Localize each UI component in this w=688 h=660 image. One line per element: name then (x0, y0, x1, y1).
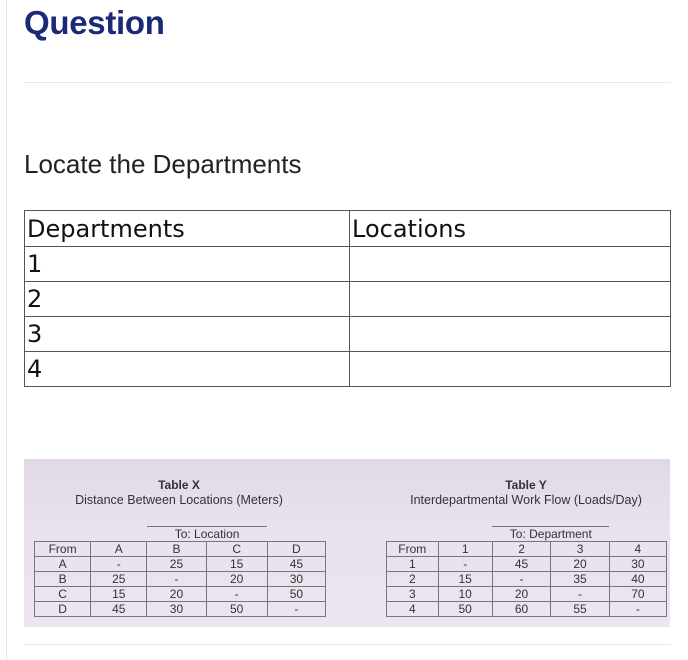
table-x-cell: - (206, 587, 267, 602)
table-y-cell: - (551, 587, 609, 602)
table-y-cell: 60 (492, 602, 550, 617)
table-y-cell: 20 (551, 557, 609, 572)
table-y-cell: - (492, 572, 550, 587)
departments-header: Departments (25, 211, 350, 247)
table-x-cell: - (91, 557, 147, 572)
department-cell: 2 (25, 282, 350, 317)
table-y-cell: 30 (609, 557, 666, 572)
table-x-cell: 25 (91, 572, 147, 587)
table-y-cell: - (438, 557, 492, 572)
table-x-col-header: D (267, 542, 325, 557)
location-cell[interactable] (350, 247, 671, 282)
table-y-cell: 55 (551, 602, 609, 617)
left-border-line (6, 0, 7, 660)
table-x-row-label: B (35, 572, 91, 587)
table-x-cell: 50 (206, 602, 267, 617)
table-row (35, 587, 326, 602)
table-row (25, 352, 671, 387)
table-row (35, 602, 326, 617)
table-row (25, 247, 671, 282)
table-y-from-label: From (387, 542, 439, 557)
table-x-cell: 15 (91, 587, 147, 602)
table-x-grid (34, 526, 326, 617)
table-x-cell: 20 (147, 587, 206, 602)
table-y-cell: 40 (609, 572, 666, 587)
table-x-to-header: To: Location (147, 527, 267, 542)
table-row (387, 602, 667, 617)
table-x-row-label: A (35, 557, 91, 572)
department-cell: 3 (25, 317, 350, 352)
table-x-cell: 20 (206, 572, 267, 587)
table-y-col-header: 2 (492, 542, 550, 557)
table-y-subtitle: Interdepartmental Work Flow (Loads/Day) (410, 493, 642, 507)
table-y-cell: 45 (492, 557, 550, 572)
question-prompt: Locate the Departments (24, 149, 302, 179)
table-y-row-label: 3 (387, 587, 439, 602)
question-heading: Question (24, 4, 165, 41)
table-y-col-header: 4 (609, 542, 666, 557)
table-y-col-header: 3 (551, 542, 609, 557)
location-cell[interactable] (350, 352, 671, 387)
table-x-title: Table X (158, 478, 200, 492)
table-x-cell: 25 (147, 557, 206, 572)
table-y-cell: 20 (492, 587, 550, 602)
table-x-cell: 45 (267, 557, 325, 572)
table-y-cell: 70 (609, 587, 666, 602)
table-x-row-label: D (35, 602, 91, 617)
table-y-cell: 50 (438, 602, 492, 617)
table-x-cell: 50 (267, 587, 325, 602)
table-x-col-header: A (91, 542, 147, 557)
table-y-cell: - (609, 602, 666, 617)
table-x-col-header: B (147, 542, 206, 557)
section-divider (24, 82, 671, 83)
table-row (35, 557, 326, 572)
table-x-cell: 30 (147, 602, 206, 617)
table-row (387, 572, 667, 587)
tables-photo (24, 459, 670, 627)
location-cell[interactable] (350, 282, 671, 317)
table-row (35, 572, 326, 587)
table-row (25, 282, 671, 317)
department-cell: 1 (25, 247, 350, 282)
table-y-cell: 35 (551, 572, 609, 587)
table-x-cell: 45 (91, 602, 147, 617)
table-x-cell: - (147, 572, 206, 587)
bottom-divider (24, 644, 671, 645)
table-x-cell: 15 (206, 557, 267, 572)
table-y-row-label: 1 (387, 557, 439, 572)
table-x-row-label: C (35, 587, 91, 602)
table-y-cell: 10 (438, 587, 492, 602)
table-x-from-label: From (35, 542, 91, 557)
table-row (387, 587, 667, 602)
table-y-row-label: 2 (387, 572, 439, 587)
table-y-grid (386, 526, 667, 617)
table-x-cell: 30 (267, 572, 325, 587)
locations-header: Locations (350, 211, 671, 247)
table-row (387, 557, 667, 572)
location-cell[interactable] (350, 317, 671, 352)
answer-table-header-row (25, 211, 671, 247)
table-x-col-header: C (206, 542, 267, 557)
table-y-col-header: 1 (438, 542, 492, 557)
department-cell: 4 (25, 352, 350, 387)
table-y-cell: 15 (438, 572, 492, 587)
table-y-row-label: 4 (387, 602, 439, 617)
table-y-title: Table Y (505, 478, 547, 492)
table-x-cell: - (267, 602, 325, 617)
table-row (25, 317, 671, 352)
answer-table (24, 210, 671, 387)
table-y-to-header: To: Department (492, 527, 609, 542)
table-x-subtitle: Distance Between Locations (Meters) (75, 493, 283, 507)
